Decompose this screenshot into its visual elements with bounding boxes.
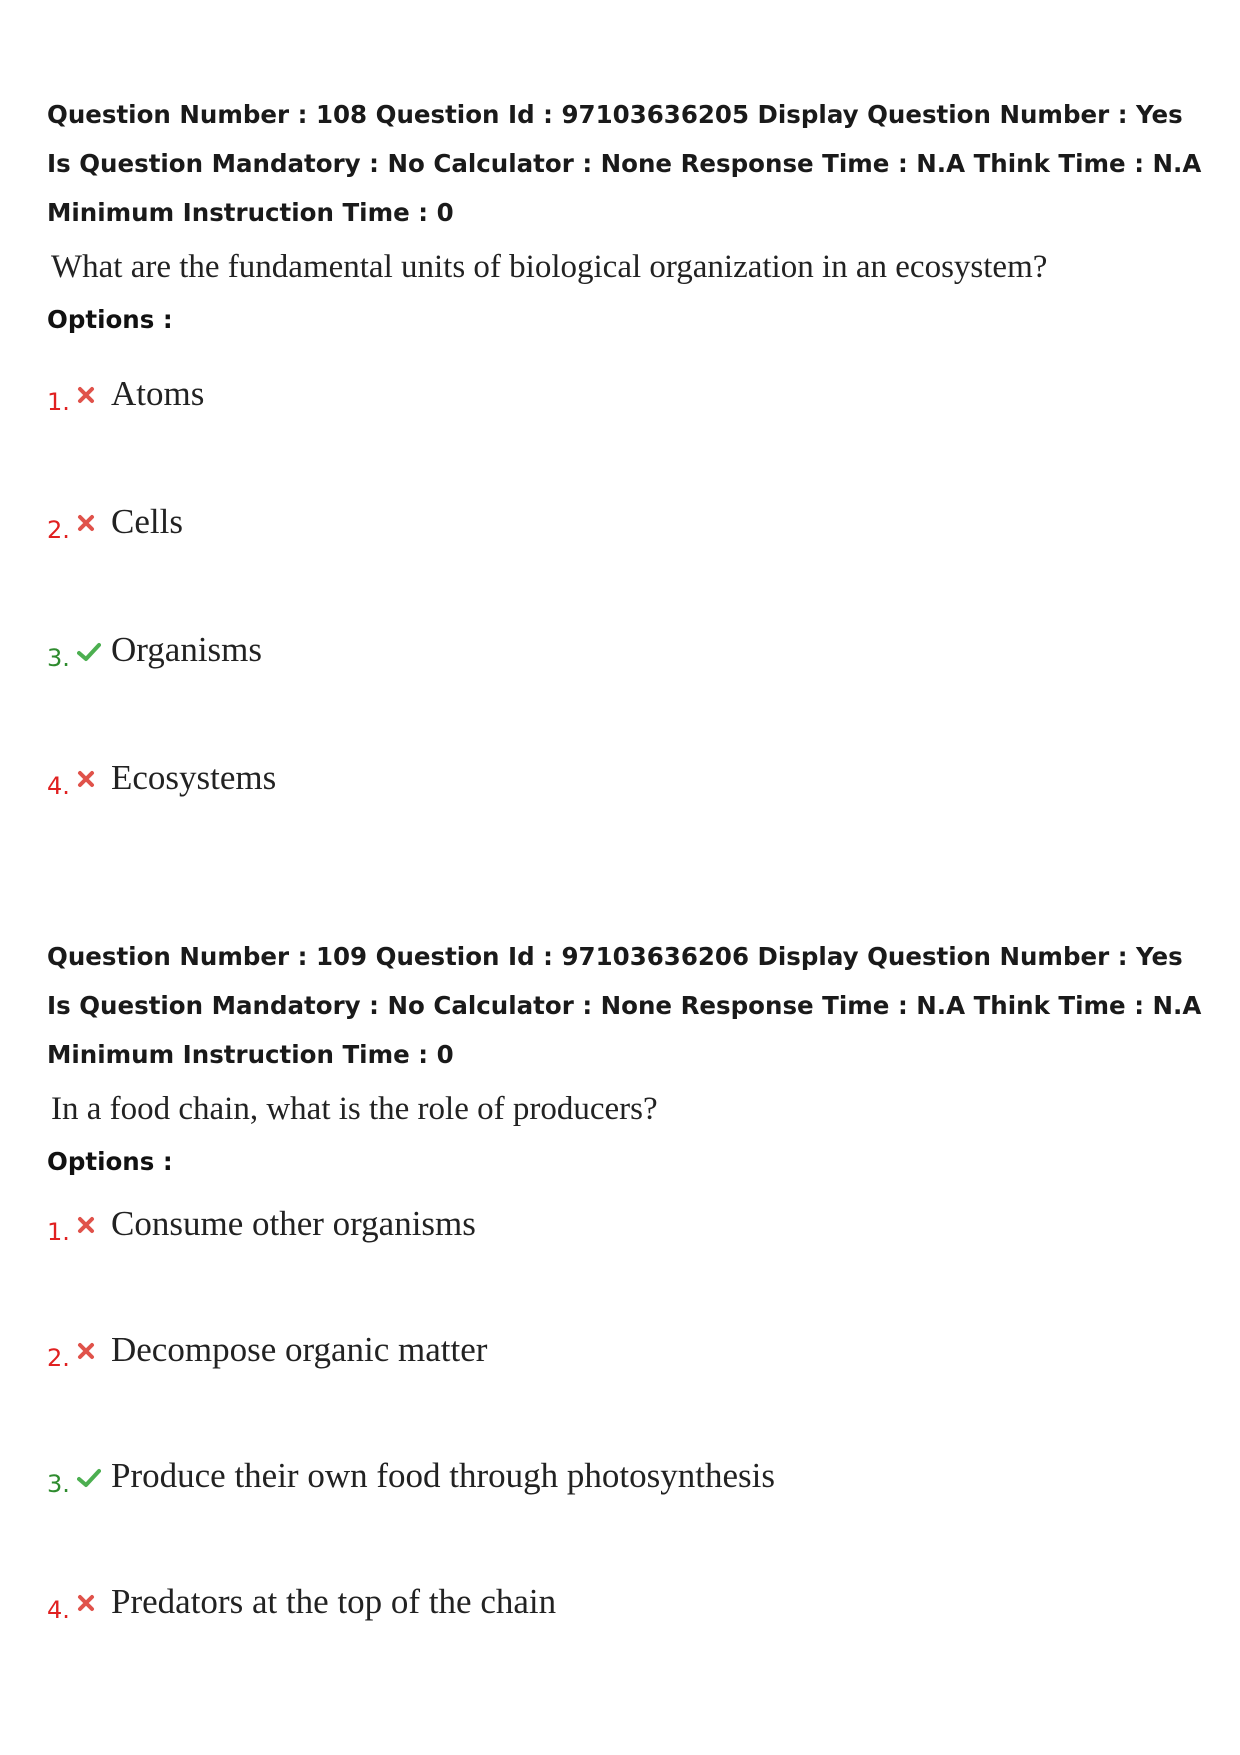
option-number: 1. [47,1218,70,1246]
check-icon [77,1468,105,1492]
question-text: What are the fundamental units of biological organization in an ecosystem? [51,249,1048,285]
option-number: 3. [47,1470,70,1498]
cross-icon [77,514,105,536]
question-meta: Question Number : 108 Question Id : 97103636205 Display Question Number : Yes Is Question Mandatory : No Calculator : None Response Time : N.A Think Time : N.A Minimum Instruction Time : 0 [47,100,1202,227]
option-text: Decompose organic matter [111,1330,488,1369]
cross-icon [77,1594,105,1616]
options-label: Options : [47,1147,173,1176]
option-number: 4. [47,1596,70,1624]
option-item [47,756,276,816]
question-meta: Question Number : 109 Question Id : 97103636206 Display Question Number : Yes Is Question Mandatory : No Calculator : None Response Time : N.A Think Time : N.A Minimum Instruction Time : 0 [47,942,1202,1069]
option-number: 2. [47,516,70,544]
cross-icon [77,1216,105,1238]
cross-icon [77,1342,105,1364]
option-item [47,372,204,432]
option-text: Predators at the top of the chain [111,1582,557,1621]
options-label: Options : [47,305,173,334]
question-block [47,932,1207,1624]
option-text: Cells [111,502,183,541]
option-item [47,1202,476,1262]
option-text: Organisms [111,630,263,669]
option-text: Ecosystems [111,758,277,797]
cross-icon [77,386,105,408]
option-text: Consume other organisms [111,1204,476,1243]
cross-icon [77,770,105,792]
question-text: In a food chain, what is the role of producers? [51,1091,658,1127]
option-item [47,1454,775,1514]
option-item [47,628,262,688]
option-text: Atoms [111,374,205,413]
option-number: 3. [47,644,70,672]
option-item [47,1328,487,1388]
option-number: 1. [47,388,70,416]
option-number: 4. [47,772,70,800]
option-item [47,500,183,560]
option-number: 2. [47,1344,70,1372]
option-text: Produce their own food through photosynthesis [111,1456,775,1495]
option-item [47,1580,556,1640]
check-icon [77,642,105,666]
question-block [47,90,1207,800]
